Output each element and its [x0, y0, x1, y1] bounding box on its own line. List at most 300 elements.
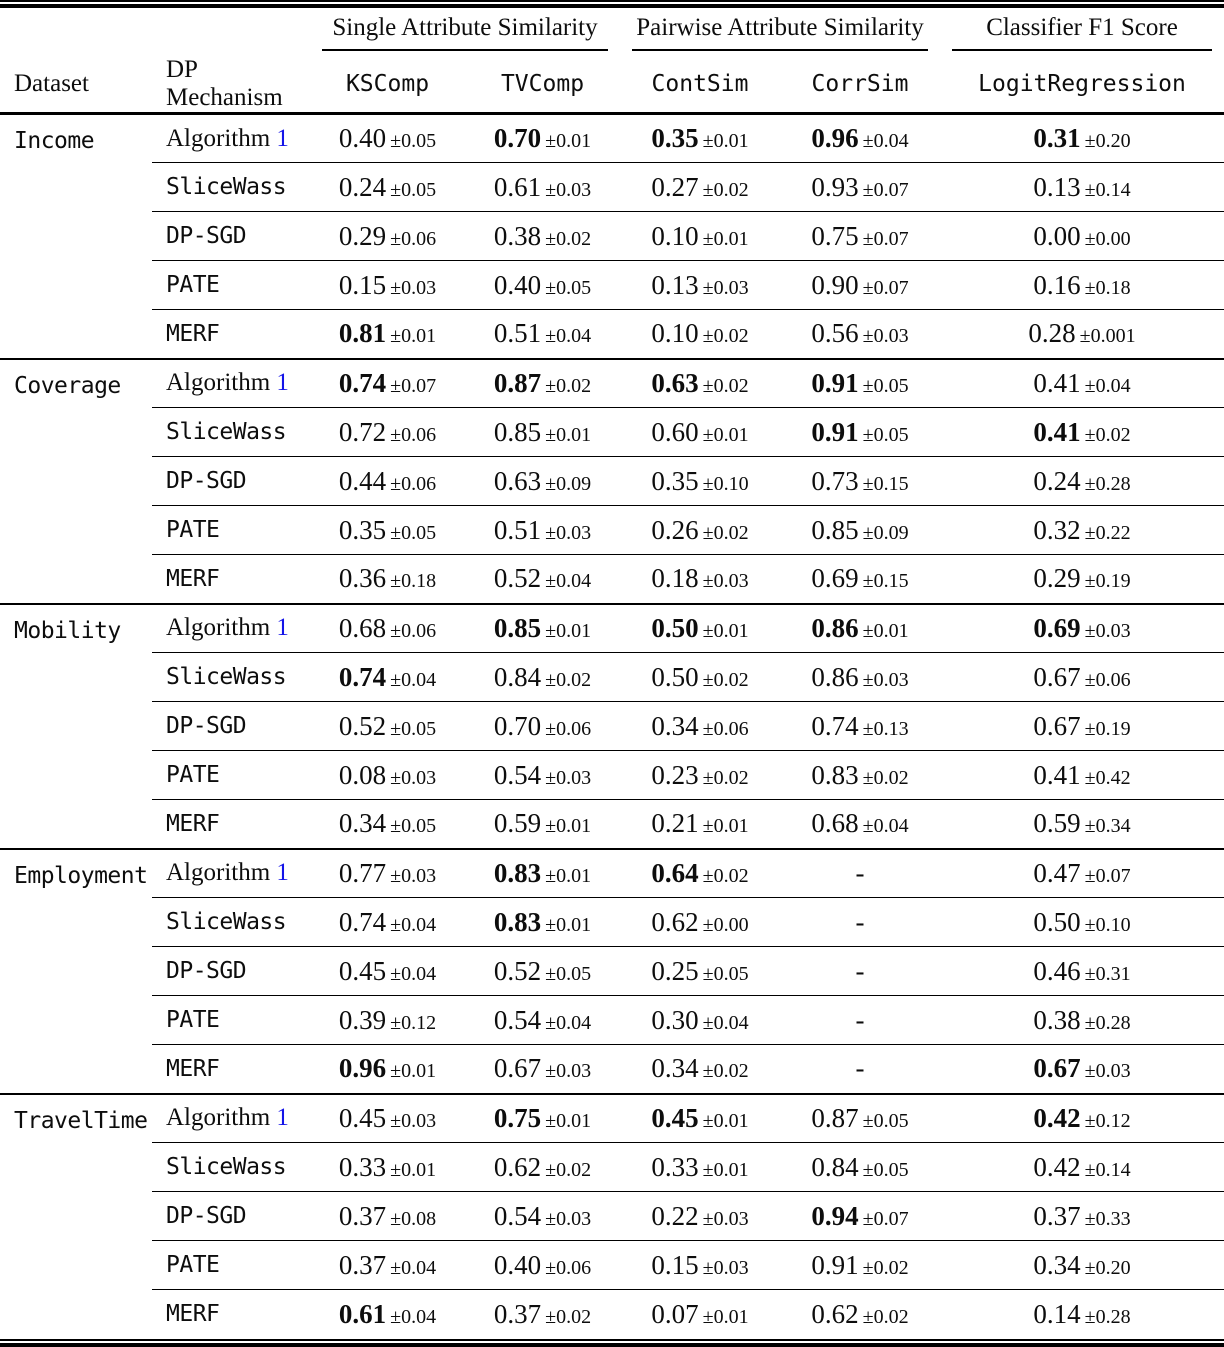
metric-stddev: ±0.07 — [862, 276, 909, 299]
algorithm-ref-link[interactable]: 1 — [276, 369, 289, 397]
metric-stddev: ±0.06 — [545, 1256, 592, 1279]
metric-stddev: ±0.10 — [702, 472, 749, 495]
metric-stddev: ±0.03 — [390, 766, 437, 789]
value-cell — [620, 996, 780, 1045]
metric-value: 0.64 — [651, 857, 699, 888]
metric-value: 0.37 — [338, 1200, 387, 1231]
metric-stddev: ±0.03 — [702, 1256, 749, 1279]
metric-value: 0.50 — [1033, 906, 1081, 937]
value-cell — [465, 898, 620, 947]
metric-stddev: ±0.12 — [1084, 1109, 1131, 1132]
mechanism-cell — [152, 114, 310, 163]
table-row — [0, 114, 1224, 163]
metric-value: 0.35 — [338, 514, 387, 545]
value-cell — [940, 702, 1224, 751]
value-cell — [465, 1094, 620, 1143]
metric-stddev: ±0.03 — [545, 1060, 592, 1083]
col-header-dataset: Dataset — [14, 70, 89, 97]
metric-value: 0.18 — [651, 563, 699, 594]
metric-value: 0.72 — [338, 416, 387, 447]
metric-value: 0.08 — [338, 759, 387, 790]
metric-value: 0.29 — [1033, 563, 1081, 594]
missing-value-dash: - — [855, 906, 865, 937]
metric-value: 0.90 — [811, 269, 859, 300]
metric-value: 0.40 — [338, 123, 387, 153]
mechanism-cell: MERF — [152, 310, 310, 359]
metric-value: 0.69 — [1033, 612, 1081, 643]
value-cell — [465, 114, 620, 163]
metric-value: 0.91 — [811, 416, 859, 447]
value-cell — [465, 1143, 620, 1192]
value-cell — [310, 261, 465, 310]
metric-stddev: ±0.05 — [862, 423, 909, 446]
metric-stddev: ±0.05 — [390, 130, 437, 152]
metric-value: 0.69 — [811, 563, 859, 594]
mechanism-cell: PATE — [152, 996, 310, 1045]
value-cell — [780, 898, 940, 947]
value-cell — [620, 457, 780, 506]
value-cell — [620, 604, 780, 653]
metric-value: 0.63 — [493, 465, 542, 496]
metric-stddev: ±0.01 — [390, 1158, 437, 1181]
missing-value-dash: - — [855, 857, 865, 888]
metric-value: 0.45 — [651, 1102, 699, 1133]
metric-stddev: ±0.02 — [702, 864, 749, 887]
metric-value: 0.45 — [338, 955, 387, 986]
value-cell — [780, 996, 940, 1045]
metric-stddev: ±0.05 — [545, 962, 592, 985]
metric-value: 0.39 — [338, 1004, 387, 1035]
value-cell — [465, 1192, 620, 1241]
metric-value: 0.40 — [493, 269, 542, 300]
metric-value: 0.83 — [811, 759, 859, 790]
metric-value: 0.56 — [811, 318, 859, 349]
value-cell — [940, 555, 1224, 604]
metric-stddev: ±0.06 — [545, 717, 592, 740]
value-cell — [620, 212, 780, 261]
value-cell — [310, 653, 465, 702]
value-cell — [780, 653, 940, 702]
metric-value: 0.54 — [493, 1004, 542, 1035]
value-cell — [465, 751, 620, 800]
metric-stddev: ±0.01 — [390, 325, 437, 348]
mechanism-cell: DP-SGD — [152, 702, 310, 751]
col-header-kscomp: KSComp — [345, 71, 430, 97]
metric-stddev: ±0.01 — [545, 423, 592, 446]
value-cell — [310, 702, 465, 751]
metric-value: 0.87 — [811, 1102, 859, 1133]
metric-stddev: ±0.13 — [862, 717, 909, 740]
table-row — [0, 1045, 1224, 1094]
metric-value: 0.51 — [493, 318, 542, 349]
metric-stddev: ±0.04 — [545, 1011, 592, 1034]
mechanism-cell: MERF — [152, 1045, 310, 1094]
metric-stddev: ±0.03 — [545, 1207, 592, 1230]
metric-stddev: ±0.02 — [545, 668, 592, 691]
metric-value: 0.50 — [651, 661, 699, 692]
value-cell — [940, 751, 1224, 800]
value-cell — [620, 849, 780, 898]
metric-value: 0.50 — [651, 612, 699, 643]
metric-value: 0.38 — [1033, 1004, 1081, 1035]
metric-stddev: ±0.02 — [702, 178, 749, 201]
value-cell — [310, 849, 465, 898]
value-cell — [620, 261, 780, 310]
value-cell — [620, 408, 780, 457]
value-cell — [465, 555, 620, 604]
value-cell — [940, 1290, 1224, 1339]
metric-stddev: ±0.03 — [702, 1207, 749, 1230]
dataset-label-traveltime: TravelTime — [0, 1094, 152, 1339]
column-group-single-attribute-label: Single Attribute Similarity — [322, 14, 608, 51]
metric-value: 0.41 — [1033, 416, 1081, 447]
metric-stddev: ±0.04 — [390, 668, 437, 691]
value-cell — [310, 751, 465, 800]
value-cell — [940, 849, 1224, 898]
value-cell — [780, 1290, 940, 1339]
metric-stddev: ±0.02 — [702, 766, 749, 789]
value-cell — [620, 359, 780, 408]
metric-value: 0.41 — [1033, 367, 1081, 398]
metric-value: 0.60 — [651, 416, 699, 447]
value-cell — [465, 1241, 620, 1290]
metric-value: 0.25 — [651, 955, 699, 986]
metric-value: 0.62 — [651, 906, 699, 937]
value-cell — [310, 996, 465, 1045]
table-row — [0, 653, 1224, 702]
value-cell — [620, 1241, 780, 1290]
metric-stddev: ±0.01 — [702, 423, 749, 446]
mechanism-cell: MERF — [152, 800, 310, 849]
column-group-pairwise-attribute — [620, 8, 940, 56]
metric-stddev: ±0.19 — [1084, 570, 1131, 593]
metric-stddev: ±0.04 — [702, 1011, 749, 1034]
metric-stddev: ±0.01 — [545, 130, 592, 152]
value-cell — [465, 653, 620, 702]
dataset-label-income: Income — [14, 128, 95, 154]
metric-stddev: ±0.01 — [702, 227, 749, 250]
value-cell — [780, 212, 940, 261]
mechanism-cell: DP-SGD — [152, 212, 310, 261]
metric-stddev: ±0.03 — [702, 276, 749, 299]
metric-stddev: ±0.02 — [702, 374, 749, 397]
missing-value-dash: - — [855, 1004, 865, 1035]
metric-value: 0.38 — [493, 220, 542, 251]
value-cell — [310, 604, 465, 653]
column-group-pairwise-attribute-label: Pairwise Attribute Similarity — [632, 14, 928, 51]
metric-stddev: ±0.07 — [862, 227, 909, 250]
value-cell — [940, 996, 1224, 1045]
metric-value: 0.40 — [493, 1249, 542, 1280]
metric-stddev: ±0.14 — [1084, 178, 1131, 201]
mechanism-cell: PATE — [152, 261, 310, 310]
value-cell — [310, 506, 465, 555]
metric-value: 0.34 — [1033, 1249, 1081, 1280]
metric-stddev: ±0.03 — [390, 1109, 437, 1132]
metric-value: 0.31 — [1033, 123, 1081, 153]
metric-value: 0.15 — [651, 1249, 699, 1280]
metric-value: 0.30 — [651, 1004, 699, 1035]
metric-value: 0.54 — [493, 1200, 542, 1231]
metric-stddev: ±0.03 — [1084, 1060, 1131, 1083]
column-group-single-attribute — [310, 8, 620, 56]
metric-stddev: ±0.22 — [1084, 521, 1131, 544]
metric-stddev: ±0.12 — [390, 1011, 437, 1034]
metric-stddev: ±0.02 — [702, 521, 749, 544]
metric-value: 0.77 — [338, 857, 387, 888]
col-header-dp-mechanism: DP Mechanism — [166, 56, 283, 111]
value-cell — [940, 1094, 1224, 1143]
metric-value: 0.84 — [811, 1151, 859, 1182]
table-row — [0, 1192, 1224, 1241]
metric-stddev: ±0.05 — [862, 1158, 909, 1181]
metric-stddev: ±0.06 — [390, 619, 437, 642]
value-cell — [940, 1143, 1224, 1192]
metric-value: 0.10 — [651, 318, 699, 349]
metric-stddev: ±0.04 — [545, 325, 592, 348]
metric-stddev: ±0.04 — [390, 962, 437, 985]
value-cell — [620, 1192, 780, 1241]
col-header-tvcomp: TVComp — [500, 71, 585, 97]
value-cell — [780, 506, 940, 555]
col-header-contsim: ContSim — [651, 71, 749, 97]
metric-value: 0.87 — [493, 367, 542, 398]
metric-value: 0.73 — [811, 465, 859, 496]
metric-stddev: ±0.02 — [702, 1060, 749, 1083]
value-cell — [310, 947, 465, 996]
value-cell — [465, 947, 620, 996]
value-cell — [310, 1192, 465, 1241]
value-cell — [620, 947, 780, 996]
mechanism-cell: PATE — [152, 751, 310, 800]
metric-stddev: ±0.02 — [702, 325, 749, 348]
algorithm-ref-link[interactable]: 1 — [276, 124, 289, 152]
metric-stddev: ±0.28 — [1084, 472, 1131, 495]
metric-stddev: ±0.02 — [545, 374, 592, 397]
mechanism-cell — [152, 1094, 310, 1143]
metric-stddev: ±0.01 — [545, 864, 592, 887]
metric-value: 0.67 — [1033, 661, 1081, 692]
value-cell — [780, 947, 940, 996]
metric-value: 0.91 — [811, 367, 859, 398]
metric-value: 0.14 — [1033, 1298, 1081, 1329]
metric-value: 0.61 — [338, 1298, 387, 1329]
value-cell — [940, 212, 1224, 261]
value-cell — [310, 555, 465, 604]
bottom-rule-thin-line — [0, 1339, 1224, 1341]
algorithm-ref-link[interactable]: 1 — [276, 614, 289, 642]
table-top-rule — [0, 0, 1224, 8]
metric-stddev: ±0.34 — [1084, 815, 1131, 838]
metric-stddev: ±0.15 — [862, 570, 909, 593]
metric-stddev: ±0.05 — [390, 178, 437, 201]
mechanism-cell: PATE — [152, 506, 310, 555]
value-cell — [465, 604, 620, 653]
metric-stddev: ±0.06 — [702, 717, 749, 740]
table-bottom-rule — [0, 1339, 1224, 1347]
mechanism-cell: MERF — [152, 1290, 310, 1339]
metric-stddev: ±0.05 — [390, 521, 437, 544]
metric-stddev: ±0.01 — [702, 1158, 749, 1181]
metric-stddev: ±0.03 — [390, 276, 437, 299]
metric-value: 0.67 — [1033, 710, 1081, 741]
metric-value: 0.15 — [338, 269, 387, 300]
metric-value: 0.35 — [651, 465, 699, 496]
value-cell — [310, 1241, 465, 1290]
value-cell — [310, 114, 465, 163]
table-row — [0, 1143, 1224, 1192]
value-cell — [940, 506, 1224, 555]
table-row — [0, 1290, 1224, 1339]
metric-value: 0.68 — [338, 612, 387, 643]
metric-value: 0.94 — [811, 1200, 859, 1231]
table-row — [0, 996, 1224, 1045]
value-cell — [310, 1143, 465, 1192]
metric-stddev: ±0.04 — [1084, 374, 1131, 397]
metric-value: 0.74 — [811, 710, 859, 741]
value-cell — [465, 359, 620, 408]
value-cell — [780, 457, 940, 506]
metric-value: 0.33 — [338, 1151, 387, 1182]
value-cell — [780, 800, 940, 849]
metric-value: 0.86 — [811, 661, 859, 692]
value-cell — [620, 1290, 780, 1339]
value-cell — [940, 261, 1224, 310]
value-cell — [465, 408, 620, 457]
metric-stddev: ±0.28 — [1084, 1305, 1131, 1328]
mechanism-label: Algorithm — [166, 1104, 277, 1132]
metric-stddev: ±0.10 — [1084, 913, 1131, 936]
metric-value: 0.81 — [338, 318, 387, 349]
top-rule-thin-line — [0, 0, 1224, 2]
value-cell — [780, 702, 940, 751]
metric-stddev: ±0.01 — [545, 1109, 592, 1132]
metric-value: 0.52 — [493, 955, 542, 986]
mechanism-cell: SliceWass — [152, 163, 310, 212]
value-cell — [465, 212, 620, 261]
metric-value: 0.13 — [1033, 171, 1081, 202]
metric-value: 0.26 — [651, 514, 699, 545]
value-cell — [940, 163, 1224, 212]
metric-value: 0.62 — [811, 1298, 859, 1329]
metric-value: 0.42 — [1033, 1102, 1081, 1133]
value-cell — [780, 1241, 940, 1290]
algorithm-ref-link[interactable]: 1 — [276, 1104, 289, 1132]
metric-value: 0.93 — [811, 171, 859, 202]
metric-value: 0.96 — [811, 123, 859, 153]
table-row — [0, 702, 1224, 751]
algorithm-ref-link[interactable]: 1 — [276, 859, 289, 887]
metric-value: 0.68 — [811, 808, 859, 839]
value-cell — [620, 114, 780, 163]
mechanism-label: Algorithm — [166, 369, 277, 397]
metric-stddev: ±0.03 — [545, 521, 592, 544]
table-row — [0, 212, 1224, 261]
value-cell — [465, 261, 620, 310]
metric-value: 0.74 — [338, 367, 387, 398]
mechanism-cell: SliceWass — [152, 408, 310, 457]
metric-value: 0.13 — [651, 269, 699, 300]
metric-stddev: ±0.02 — [545, 1158, 592, 1181]
value-cell — [620, 555, 780, 604]
value-cell — [620, 800, 780, 849]
table-row — [0, 849, 1224, 898]
metric-value: 0.51 — [493, 514, 542, 545]
value-cell — [780, 1094, 940, 1143]
table-row — [0, 310, 1224, 359]
value-cell — [310, 1094, 465, 1143]
results-table — [0, 8, 1224, 1339]
metric-stddev: ±0.20 — [1084, 1256, 1131, 1279]
metric-value: 0.75 — [493, 1102, 542, 1133]
metric-stddev: ±0.00 — [702, 913, 749, 936]
metric-stddev: ±0.05 — [545, 276, 592, 299]
metric-value: 0.52 — [493, 563, 542, 594]
metric-value: 0.74 — [338, 906, 387, 937]
value-cell — [940, 1045, 1224, 1094]
metric-value: 0.74 — [338, 661, 387, 692]
metric-value: 0.67 — [493, 1053, 542, 1084]
metric-stddev: ±0.05 — [862, 1109, 909, 1132]
metric-stddev: ±0.04 — [390, 1256, 437, 1279]
metric-value: 0.34 — [338, 808, 387, 839]
metric-value: 0.96 — [338, 1053, 387, 1084]
metric-stddev: ±0.01 — [702, 815, 749, 838]
metric-stddev: ±0.04 — [390, 1305, 437, 1328]
table-row — [0, 163, 1224, 212]
metric-stddev: ±0.01 — [545, 815, 592, 838]
mechanism-cell: SliceWass — [152, 1143, 310, 1192]
value-cell — [940, 457, 1224, 506]
metric-stddev: ±0.02 — [545, 1305, 592, 1328]
value-cell — [940, 1192, 1224, 1241]
metric-value: 0.34 — [651, 1053, 699, 1084]
table-row — [0, 898, 1224, 947]
metric-stddev: ±0.00 — [1084, 227, 1131, 250]
column-group-classifier-f1 — [940, 8, 1224, 56]
value-cell — [620, 506, 780, 555]
value-cell — [780, 849, 940, 898]
metric-stddev: ±0.14 — [1084, 1158, 1131, 1181]
value-cell — [940, 359, 1224, 408]
metric-stddev: ±0.05 — [390, 717, 437, 740]
metric-stddev: ±0.01 — [702, 1109, 749, 1132]
metric-value: 0.22 — [651, 1200, 699, 1231]
metric-value: 0.33 — [651, 1151, 699, 1182]
value-cell — [940, 653, 1224, 702]
metric-stddev: ±0.02 — [1084, 423, 1131, 446]
value-cell — [940, 947, 1224, 996]
mechanism-cell: SliceWass — [152, 898, 310, 947]
metric-stddev: ±0.31 — [1084, 962, 1131, 985]
value-cell — [940, 408, 1224, 457]
mechanism-cell: MERF — [152, 555, 310, 604]
metric-stddev: ±0.03 — [545, 178, 592, 201]
metric-value: 0.63 — [651, 367, 699, 398]
metric-value: 0.83 — [493, 906, 542, 937]
mechanism-label: Algorithm — [166, 124, 277, 152]
mechanism-cell — [152, 604, 310, 653]
value-cell — [465, 163, 620, 212]
value-cell — [310, 408, 465, 457]
metric-stddev: ±0.04 — [390, 913, 437, 936]
metric-stddev: ±0.04 — [545, 570, 592, 593]
metric-stddev: ±0.15 — [862, 472, 909, 495]
metric-stddev: ±0.05 — [390, 815, 437, 838]
metric-stddev: ±0.01 — [545, 619, 592, 642]
metric-value: 0.62 — [493, 1151, 542, 1182]
table-body — [0, 114, 1224, 1339]
